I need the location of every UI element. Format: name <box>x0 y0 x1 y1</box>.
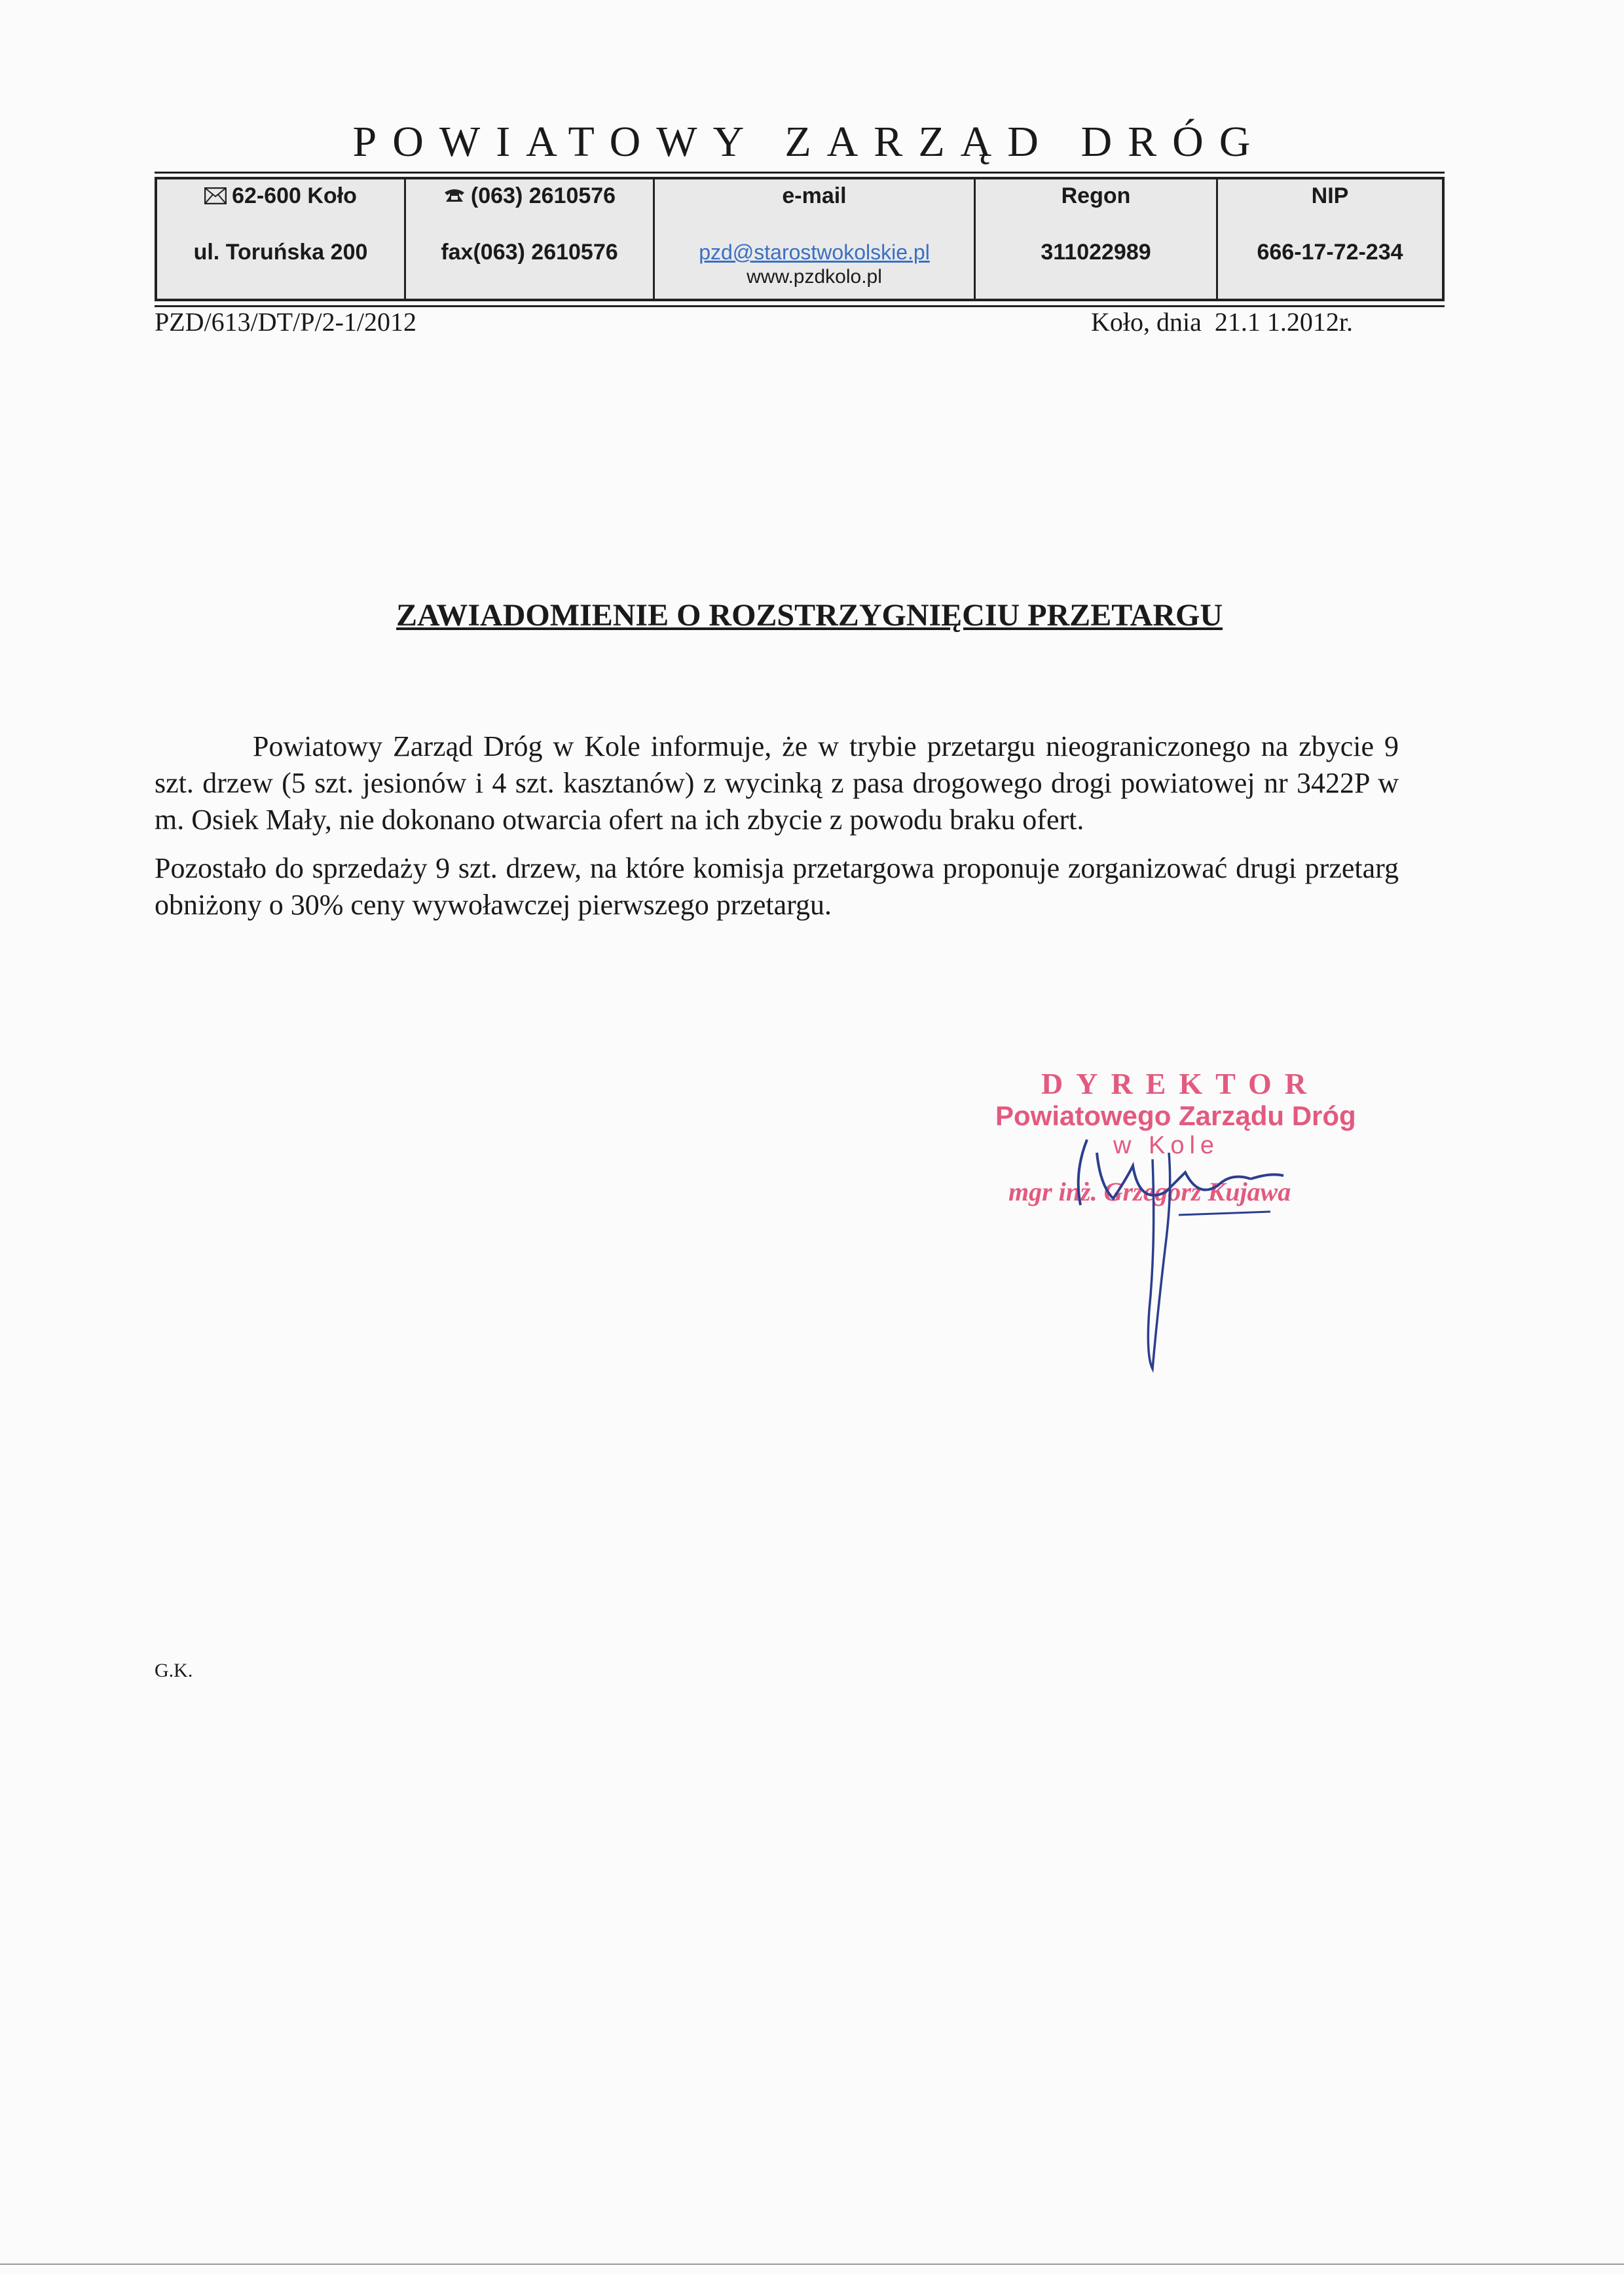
document-heading: ZAWIADOMIENIE O ROZSTRZYGNIĘCIU PRZETARGU <box>396 598 1223 633</box>
telephone-icon <box>443 185 466 210</box>
email-column <box>655 179 976 299</box>
stamp-organization: Powiatowego Zarządu Dróg <box>995 1100 1356 1131</box>
nip-value: 666-17-72-234 <box>1257 240 1403 265</box>
stamp-name: mgr inż. Grzegorz Kujawa <box>1008 1177 1291 1206</box>
website-link[interactable]: www.pzdkolo.pl <box>747 266 882 288</box>
reference-number: PZD/613/DT/P/2-1/2012 <box>155 307 417 337</box>
email-link[interactable]: pzd@starostwokolskie.pl <box>699 240 930 264</box>
regon-label: Regon <box>1061 183 1131 208</box>
nip-column <box>1218 179 1442 299</box>
organization-name: POWIATOWY ZARZĄD DRÓG <box>352 118 1266 166</box>
stamp-location: w Kole <box>1113 1132 1220 1159</box>
document-body <box>155 728 1399 935</box>
letterhead-table <box>155 177 1445 301</box>
regon-column <box>976 179 1218 299</box>
stamp-title: DYREKTOR <box>1041 1067 1320 1100</box>
phone-number: (063) 2610576 <box>470 183 616 208</box>
address-column <box>157 179 406 299</box>
envelope-icon <box>204 185 227 210</box>
author-initials: G.K. <box>155 1660 193 1681</box>
scan-edge-line <box>0 2264 1624 2265</box>
email-label: e-mail <box>782 183 847 208</box>
postal-code: 62-600 Koło <box>232 183 357 208</box>
paragraph-1: Powiatowy Zarząd Dróg w Kole informuje, że w trybie przetargu nieograniczonego na zbycie 9 szt. drzew (5 szt. jesionów i 4 szt. kasztanów) z wycinką z pasa drogowego drogi powiatowej nr 3422P w m. Osiek Mały, nie dokonano otwarcia ofert na ich zbycie z powodu braku ofert. <box>155 730 1399 836</box>
regon-value: 311022989 <box>1041 240 1151 265</box>
phone-column <box>406 179 655 299</box>
paragraph-2: Pozostało do sprzedaży 9 szt. drzew, na które komisja przetargowa proponuje zorganizować drugi przetarg obniżony o 30% ceny wywoławczej pierwszego przetargu. <box>155 852 1399 921</box>
street-address: ul. Toruńska 200 <box>193 240 368 265</box>
handwritten-signature <box>1035 1113 1310 1389</box>
nip-label: NIP <box>1311 183 1349 208</box>
fax-number: fax(063) 2610576 <box>441 240 618 265</box>
date-line: Koło, dnia 21.1 1.2012r. <box>1091 307 1353 337</box>
